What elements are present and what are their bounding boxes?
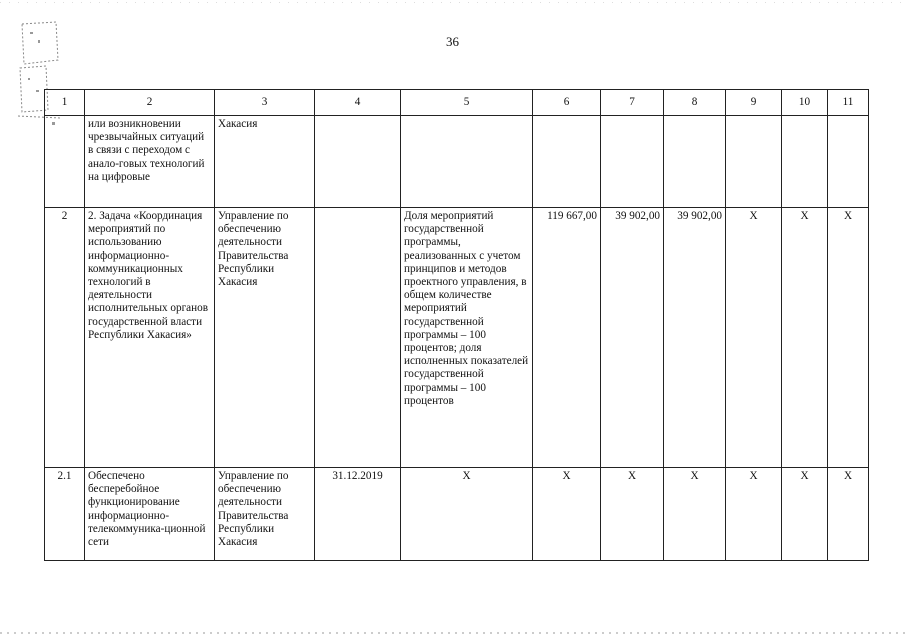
- value-cell-8: 39 902,00: [664, 208, 726, 468]
- value-cell-7: Х: [601, 468, 664, 561]
- header-cell: 9: [726, 90, 782, 116]
- row-number-cell: 2.1: [45, 468, 85, 561]
- table-header-row: [45, 90, 869, 116]
- value-cell-11: Х: [828, 468, 869, 561]
- indicator-cell: Х: [401, 468, 533, 561]
- value-cell-7: [601, 116, 664, 208]
- header-cell: 2: [85, 90, 215, 116]
- value-cell-6: 119 667,00: [533, 208, 601, 468]
- deadline-cell: [315, 208, 401, 468]
- header-cell: 6: [533, 90, 601, 116]
- executor-cell: Управление по обеспечению деятельности Правительства Республики Хакасия: [215, 208, 315, 468]
- deadline-cell: 31.12.2019: [315, 468, 401, 561]
- program-table: [44, 89, 869, 561]
- task-cell: или возникновении чрезвычайных ситуаций в связи с переходом с анало-говых технологий на цифровые: [85, 116, 215, 208]
- row-number-cell: 2: [45, 208, 85, 468]
- header-cell: 1: [45, 90, 85, 116]
- scan-edge-bottom: [0, 632, 905, 634]
- table-row: [45, 116, 869, 208]
- value-cell-6: [533, 116, 601, 208]
- value-cell-7: 39 902,00: [601, 208, 664, 468]
- table-row: [45, 468, 869, 561]
- value-cell-11: [828, 116, 869, 208]
- header-cell: 10: [782, 90, 828, 116]
- task-cell: 2. Задача «Координация мероприятий по использованию информационно-коммуникационных технологий в деятельности исполнительных органов государственной власти Республики Хакасия»: [85, 208, 215, 468]
- value-cell-10: [782, 116, 828, 208]
- value-cell-10: Х: [782, 208, 828, 468]
- value-cell-8: Х: [664, 468, 726, 561]
- header-cell: 5: [401, 90, 533, 116]
- value-cell-6: Х: [533, 468, 601, 561]
- indicator-cell: [401, 116, 533, 208]
- table-row: [45, 208, 869, 468]
- executor-cell: Управление по обеспечению деятельности Правительства Республики Хакасия: [215, 468, 315, 561]
- value-cell-8: [664, 116, 726, 208]
- header-cell: 11: [828, 90, 869, 116]
- header-cell: 8: [664, 90, 726, 116]
- value-cell-9: Х: [726, 208, 782, 468]
- value-cell-9: Х: [726, 468, 782, 561]
- header-cell: 3: [215, 90, 315, 116]
- deadline-cell: [315, 116, 401, 208]
- header-cell: 7: [601, 90, 664, 116]
- header-cell: 4: [315, 90, 401, 116]
- executor-cell: Хакасия: [215, 116, 315, 208]
- value-cell-10: Х: [782, 468, 828, 561]
- row-number-cell: [45, 116, 85, 208]
- value-cell-11: Х: [828, 208, 869, 468]
- task-cell: Обеспечено бесперебойное функционирование информационно-телекоммуника-ционной сети: [85, 468, 215, 561]
- page-number: 36: [446, 34, 459, 49]
- scan-edge-top: [0, 2, 905, 3]
- indicator-cell: Доля мероприятий государственной программы, реализованных с учетом принципов и методов проектного управления, в общем количестве мероприятий государственной программы – 100 процентов; доля исполненных показателей государственной программы – 100 процентов: [401, 208, 533, 468]
- value-cell-9: [726, 116, 782, 208]
